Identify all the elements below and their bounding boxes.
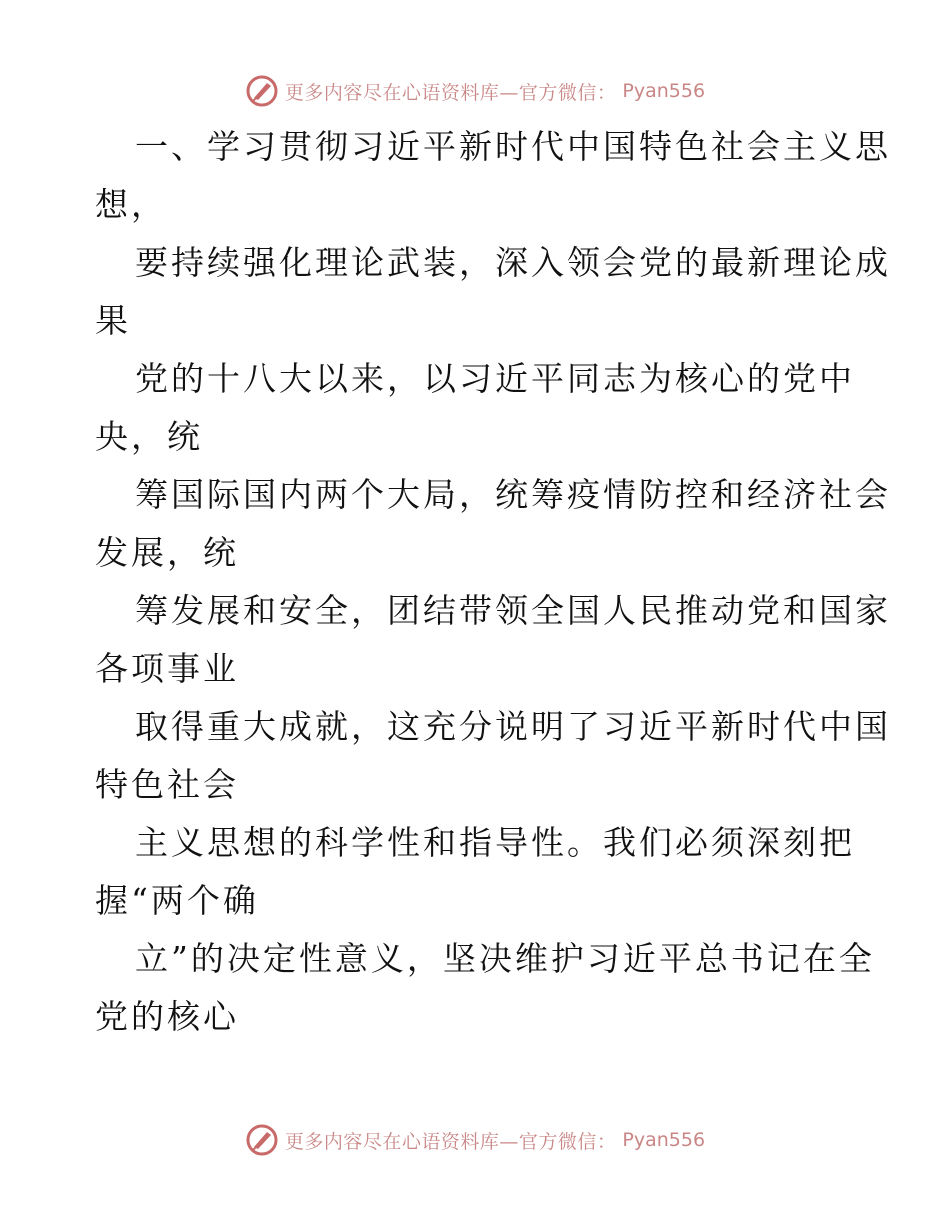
quill-logo-icon bbox=[245, 74, 279, 108]
text-line: 特色社会 bbox=[95, 765, 239, 804]
text-line: 央，统 bbox=[95, 417, 203, 456]
text-line: 各项事业 bbox=[95, 649, 239, 688]
text-line: 想， bbox=[95, 185, 167, 224]
text-line: 果 bbox=[95, 301, 131, 340]
watermark-id: Pyan556 bbox=[622, 1129, 706, 1151]
text-line: 取得重大成就，这充分说明了习近平新时代中国 bbox=[135, 707, 891, 746]
watermark-text: 更多内容尽在心语资料库—官方微信： bbox=[284, 81, 617, 104]
text-line: 握“两个确 bbox=[95, 881, 259, 920]
text-line: 一、学习贯彻习近平新时代中国特色社会主义思 bbox=[135, 127, 891, 166]
text-line: 党的十八大以来，以习近平同志为核心的党中 bbox=[135, 359, 855, 398]
document-body bbox=[95, 118, 891, 1046]
text-line: 筹发展和安全，团结带领全国人民推动党和国家 bbox=[135, 591, 891, 630]
text-line: 主义思想的科学性和指导性。我们必须深刻把 bbox=[135, 823, 855, 862]
text-line: 党的核心 bbox=[95, 997, 239, 1036]
text-line: 发展，统 bbox=[95, 533, 239, 572]
footer-watermark bbox=[0, 1120, 950, 1160]
watermark-text: 更多内容尽在心语资料库—官方微信： bbox=[284, 1130, 617, 1153]
header-watermark bbox=[0, 71, 950, 111]
quill-logo-icon bbox=[245, 1123, 279, 1157]
text-line: 立”的决定性意义，坚决维护习近平总书记在全 bbox=[135, 939, 875, 978]
text-line: 筹国际国内两个大局，统筹疫情防控和经济社会 bbox=[135, 475, 891, 514]
watermark-id: Pyan556 bbox=[622, 80, 706, 102]
text-line: 要持续强化理论武装，深入领会党的最新理论成 bbox=[135, 243, 891, 282]
